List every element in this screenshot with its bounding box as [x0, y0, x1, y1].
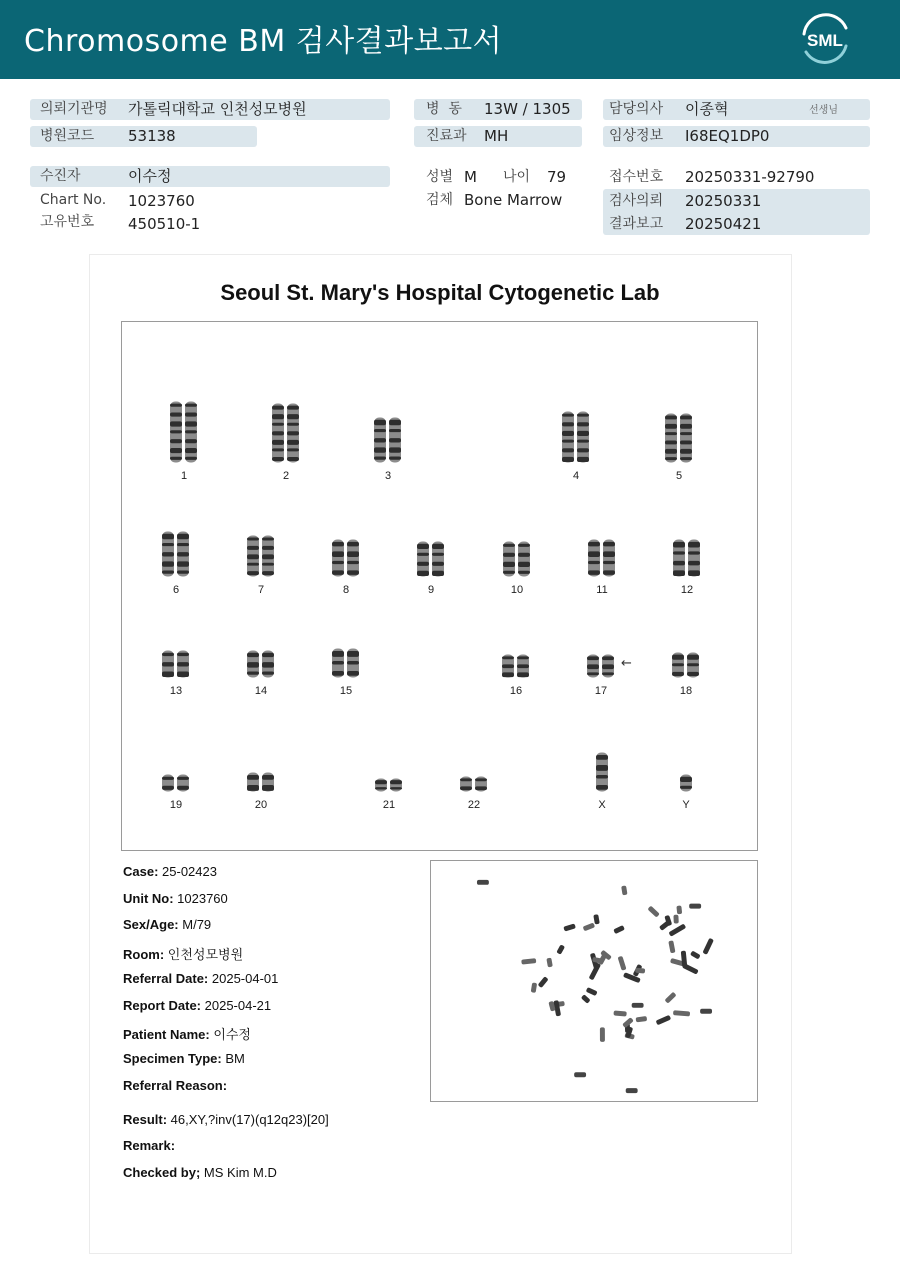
- chromosome-label: 6: [172, 584, 180, 596]
- chromosome-label: 18: [679, 685, 693, 697]
- case-info-row: [123, 1051, 245, 1066]
- sex-value: M: [464, 168, 477, 186]
- chromosome-pair: [669, 652, 703, 678]
- chromosome-label: 15: [339, 685, 353, 697]
- chromosome-label: 9: [427, 584, 435, 596]
- department-label: 진료과: [426, 128, 467, 144]
- chromosome-pair: [244, 535, 278, 577]
- chromosome-label: 7: [257, 584, 265, 596]
- chromosome-pair: [584, 654, 618, 678]
- chromosome-pair: [500, 541, 534, 577]
- chromosome-label: 19: [169, 799, 183, 811]
- case-info-label: Result:: [123, 1112, 168, 1127]
- chromosome-pair: [585, 752, 619, 792]
- chromosome-label: 12: [680, 584, 694, 596]
- request-value: 20250331: [685, 192, 762, 210]
- chromosome-label: 22: [467, 799, 481, 811]
- doctor-suffix: 선생님: [809, 105, 838, 116]
- chromosome-label: Y: [682, 799, 690, 811]
- chromosome-pair: [329, 539, 363, 577]
- chromosome-label: 14: [254, 685, 268, 697]
- chromosome-label: 8: [342, 584, 350, 596]
- case-info-value: 인천성모병원: [164, 947, 244, 962]
- case-info-label: Sex/Age:: [123, 917, 179, 932]
- chromosome-pair: [585, 539, 619, 577]
- case-info-row: [123, 944, 243, 963]
- case-info-row: [123, 917, 211, 932]
- chromosome-label: 21: [382, 799, 396, 811]
- report-date-value: 20250421: [685, 215, 762, 233]
- age-value: 79: [547, 168, 567, 186]
- chromosome-pair: [559, 411, 593, 463]
- metaphase-image: [430, 860, 758, 1102]
- lab-title: Seoul St. Mary's Hospital Cytogenetic Lab: [220, 280, 660, 305]
- case-info-value: 2025-04-01: [208, 971, 279, 986]
- report-date-label: 결과보고: [609, 216, 664, 232]
- case-info-label: Unit No:: [123, 891, 174, 906]
- case-info-value: 25-02423: [158, 864, 217, 879]
- department-value: MH: [484, 127, 509, 145]
- chart-value: 1023760: [128, 192, 195, 210]
- chromosome-pair: [167, 401, 201, 463]
- doctor-label: 담당의사: [609, 101, 664, 117]
- chromosome-pair: [414, 541, 448, 577]
- receipt-label: 접수번호: [609, 169, 664, 185]
- institution-value: 가톨릭대학교 인천성모병원: [128, 100, 307, 118]
- case-info-value: 1023760: [173, 891, 228, 906]
- case-info-row: [123, 1078, 227, 1093]
- chromosome-pair: [457, 776, 491, 792]
- sex-label: 성별: [426, 169, 454, 185]
- case-info-value: 2025-04-21: [201, 998, 272, 1013]
- case-info-label: Remark:: [123, 1138, 176, 1153]
- case-info-label: Specimen Type:: [123, 1051, 222, 1066]
- chromosome-pair: [372, 778, 406, 792]
- chromosome-label: 11: [596, 584, 608, 596]
- unique-value: 450510-1: [128, 215, 201, 233]
- report-title: Chromosome BM 검사결과보고서: [24, 24, 503, 59]
- chromosome-pair: [244, 772, 278, 792]
- case-info-value: BM: [221, 1051, 245, 1066]
- case-info-row: [123, 1165, 277, 1180]
- case-info-label: Checked by;: [123, 1165, 201, 1180]
- age-label: 나이: [503, 169, 531, 185]
- abnormality-arrow-icon: ←: [621, 656, 632, 671]
- report-header: [0, 0, 900, 79]
- case-info-label: Report Date:: [123, 998, 202, 1013]
- chromosome-pair: [371, 417, 405, 463]
- doctor-value: 이종혁: [685, 100, 729, 118]
- chromosome-label: 13: [169, 685, 183, 697]
- chromosome-pair: [159, 650, 193, 678]
- case-info-value: MS Kim M.D: [200, 1165, 277, 1180]
- case-info-label: Referral Reason:: [123, 1078, 228, 1093]
- chromosome-pair: [499, 654, 533, 678]
- patient-label: 수진자: [40, 168, 81, 184]
- chromosome-pair: [159, 774, 193, 792]
- specimen-label: 검체: [426, 192, 454, 208]
- case-info-row: [123, 1112, 329, 1127]
- metaphase-chromosomes: [477, 880, 714, 1093]
- case-info-label: Referral Date:: [123, 971, 209, 986]
- case-info-value: 이수정: [209, 1027, 251, 1042]
- unique-label: 고유번호: [40, 214, 95, 230]
- case-info-row: [123, 1024, 251, 1043]
- case-info-row: [123, 971, 278, 986]
- chart-label: Chart No.: [40, 192, 107, 208]
- chromosome-pair: [662, 413, 696, 463]
- chromosome-label: X: [598, 799, 606, 811]
- case-info-row: [123, 1138, 175, 1153]
- chromosome-pair: [670, 539, 704, 577]
- hospital-code-value: 53138: [128, 127, 176, 145]
- chromosome-label: 3: [384, 470, 392, 482]
- clinical-value: I68EQ1DP0: [685, 127, 770, 145]
- chromosome-label: 10: [510, 584, 524, 596]
- chromosome-label: 1: [180, 470, 188, 482]
- case-info-label: Room:: [123, 947, 165, 962]
- chromosome-pair: [159, 531, 193, 577]
- request-label: 검사의뢰: [609, 193, 664, 209]
- patient-value: 이수정: [128, 167, 172, 185]
- chromosome-label: 4: [572, 470, 580, 482]
- specimen-value: Bone Marrow: [464, 191, 563, 209]
- case-info-value: 46,XY,?inv(17)(q12q23)[20]: [167, 1112, 329, 1127]
- case-info-row: [123, 998, 271, 1013]
- ward-value: 13W / 1305: [484, 100, 571, 118]
- case-info-label: Case:: [123, 864, 159, 879]
- chromosome-pair: [669, 774, 703, 792]
- karyogram: [121, 321, 758, 851]
- sml-logo: [796, 12, 854, 66]
- chromosome-pair: [244, 650, 278, 678]
- patient-pill: [30, 166, 390, 187]
- chromosome-label: 20: [254, 799, 268, 811]
- ward-label: 병 동: [426, 101, 462, 117]
- chromosome-label: 2: [282, 470, 290, 482]
- chromosome-label: 17: [594, 685, 608, 697]
- chromosome-label: 5: [675, 470, 683, 482]
- chromosome-pair: [329, 648, 363, 678]
- case-info-label: Patient Name:: [123, 1027, 210, 1042]
- logo-text: SML: [807, 31, 843, 50]
- case-info-row: [123, 864, 217, 879]
- receipt-value: 20250331-92790: [685, 168, 815, 186]
- case-info-row: [123, 891, 228, 906]
- clinical-label: 임상정보: [609, 128, 664, 144]
- chromosome-label: 16: [509, 685, 523, 697]
- chromosome-pair: [269, 403, 303, 463]
- hospital-code-label: 병원코드: [40, 128, 95, 144]
- institution-label: 의뢰기관명: [40, 101, 108, 117]
- case-info-value: M/79: [178, 917, 212, 932]
